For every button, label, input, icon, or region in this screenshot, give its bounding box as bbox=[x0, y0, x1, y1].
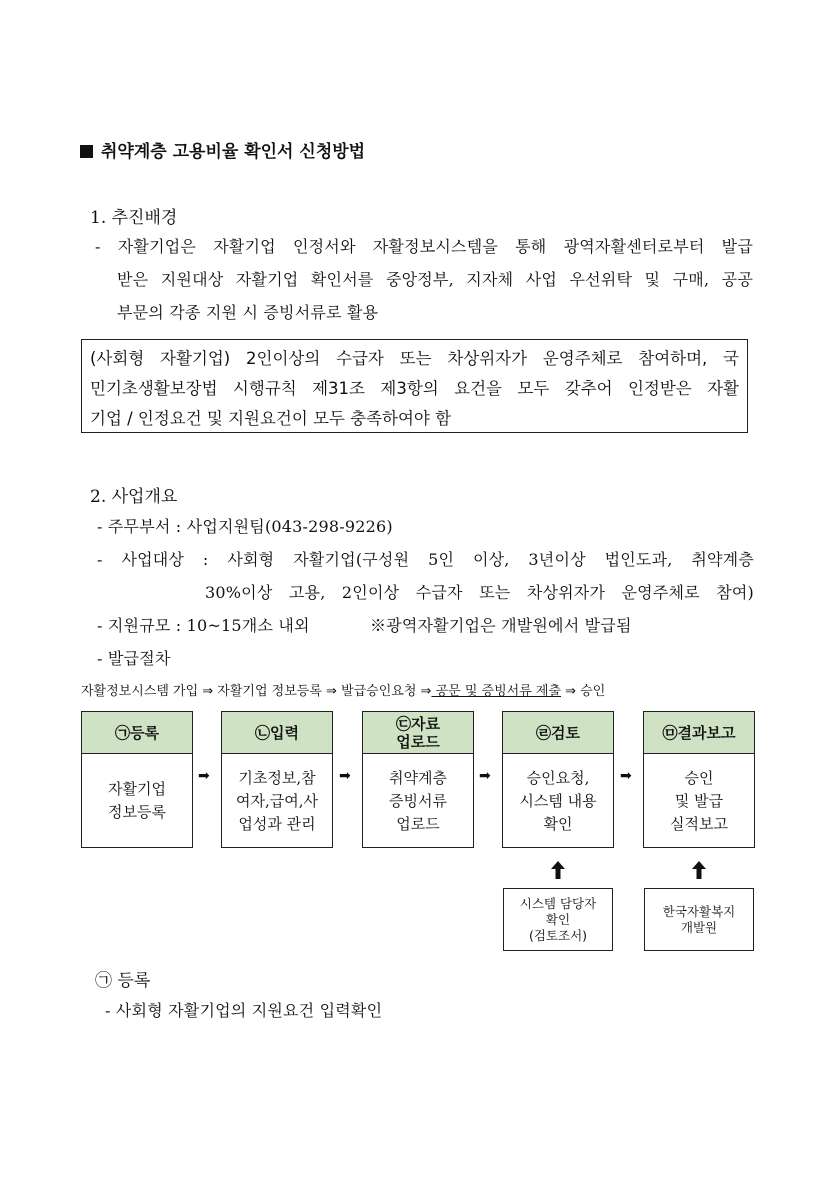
step-card-3 bbox=[362, 711, 474, 848]
page-title bbox=[80, 137, 365, 162]
section3-heading: ㉠ 등록 bbox=[95, 971, 151, 991]
flow-part-1: 자활정보시스템 가입 ⇒ 자활기업 정보등록 ⇒ 발급승인요청 ⇒ bbox=[81, 684, 432, 699]
flow-part-3: ⇒ 승인 bbox=[561, 684, 606, 699]
step-5-body: 승인 및 발급 실적보고 bbox=[670, 768, 728, 833]
note-box bbox=[81, 339, 748, 433]
dept-line: - 주무부서 : 사업지원팀(043-298-9226) bbox=[97, 517, 393, 536]
scale-line: - 지원규모 : 10~15개소 내외 bbox=[97, 616, 310, 635]
flow-summary bbox=[81, 680, 605, 699]
scale-note: ※광역자활기업은 개발원에서 발급됨 bbox=[370, 616, 632, 635]
note-line-3: 기업 / 인정요건 및 지원요건이 모두 충족하여야 함 bbox=[90, 409, 452, 428]
procedure-line: - 발급절차 bbox=[97, 649, 171, 668]
step-5-header: ㉤결과보고 bbox=[644, 712, 754, 754]
system-manager-box: 시스템 담당자 확인 (검토조서) bbox=[503, 888, 613, 951]
note-line-2: 민기초생활보장법 시행규칙 제31조 제3항의 요건을 모두 갖추어 인정받은 자활 bbox=[90, 379, 739, 398]
section2-heading: 2. 사업개요 bbox=[90, 487, 178, 507]
section1-line-1: - 자활기업은 자활기업 인정서와 자활정보시스템을 통해 광역자활센터로부터 발급 bbox=[95, 237, 753, 256]
step-card-2 bbox=[221, 711, 333, 848]
square-bullet-icon bbox=[80, 145, 93, 158]
step-card-1 bbox=[81, 711, 193, 848]
target-line-1: - 사업대상 : 사회형 자활기업(구성원 5인 이상, 3년이상 법인도과, 취약계층 bbox=[97, 550, 754, 569]
note-line-1: (사회형 자활기업) 2인이상의 수급자 또는 차상위자가 운영주체로 참여하며, 국 bbox=[90, 349, 739, 368]
development-institute-box: 한국자활복지 개발원 bbox=[644, 888, 754, 951]
up-arrow-icon bbox=[551, 861, 565, 879]
right-arrow-icon: ➡ bbox=[479, 768, 491, 784]
target-line-2: 30%이상 고용, 2인이상 수급자 또는 차상위자가 운영주체로 참여) bbox=[205, 583, 754, 602]
step-3-header: ㉢자료 업로드 bbox=[363, 712, 473, 754]
step-4-body: 승인요청, 시스템 내용 확인 bbox=[519, 768, 597, 833]
section1-heading: 1. 추진배경 bbox=[90, 208, 178, 228]
step-4-header: ㉣검토 bbox=[503, 712, 613, 754]
step-card-5 bbox=[643, 711, 755, 848]
step-card-4 bbox=[502, 711, 614, 848]
right-arrow-icon: ➡ bbox=[620, 768, 632, 784]
up-arrow-icon bbox=[692, 861, 706, 879]
page-title-text: 취약계층 고용비율 확인서 신청방법 bbox=[101, 142, 366, 162]
step-2-header: ㉡입력 bbox=[222, 712, 332, 754]
flow-part-2: 공문 및 증빙서류 제출 bbox=[431, 684, 562, 699]
step-1-body: 자활기업 정보등록 bbox=[108, 780, 166, 821]
right-arrow-icon: ➡ bbox=[198, 768, 210, 784]
section3-line: - 사회형 자활기업의 지원요건 입력확인 bbox=[105, 1001, 383, 1020]
section1-line-2: 받은 지원대상 자활기업 확인서를 중앙정부, 지자체 사업 우선위탁 및 구매, 공공 bbox=[117, 270, 753, 289]
step-3-body: 취약계층 증빙서류 업로드 bbox=[389, 768, 447, 833]
step-2-body: 기초정보,참 여자,급여,사 업성과 관리 bbox=[236, 768, 318, 833]
step-1-header: ㉠등록 bbox=[82, 712, 192, 754]
right-arrow-icon: ➡ bbox=[339, 768, 351, 784]
section1-line-3: 부문의 각종 지원 시 증빙서류로 활용 bbox=[117, 303, 379, 322]
